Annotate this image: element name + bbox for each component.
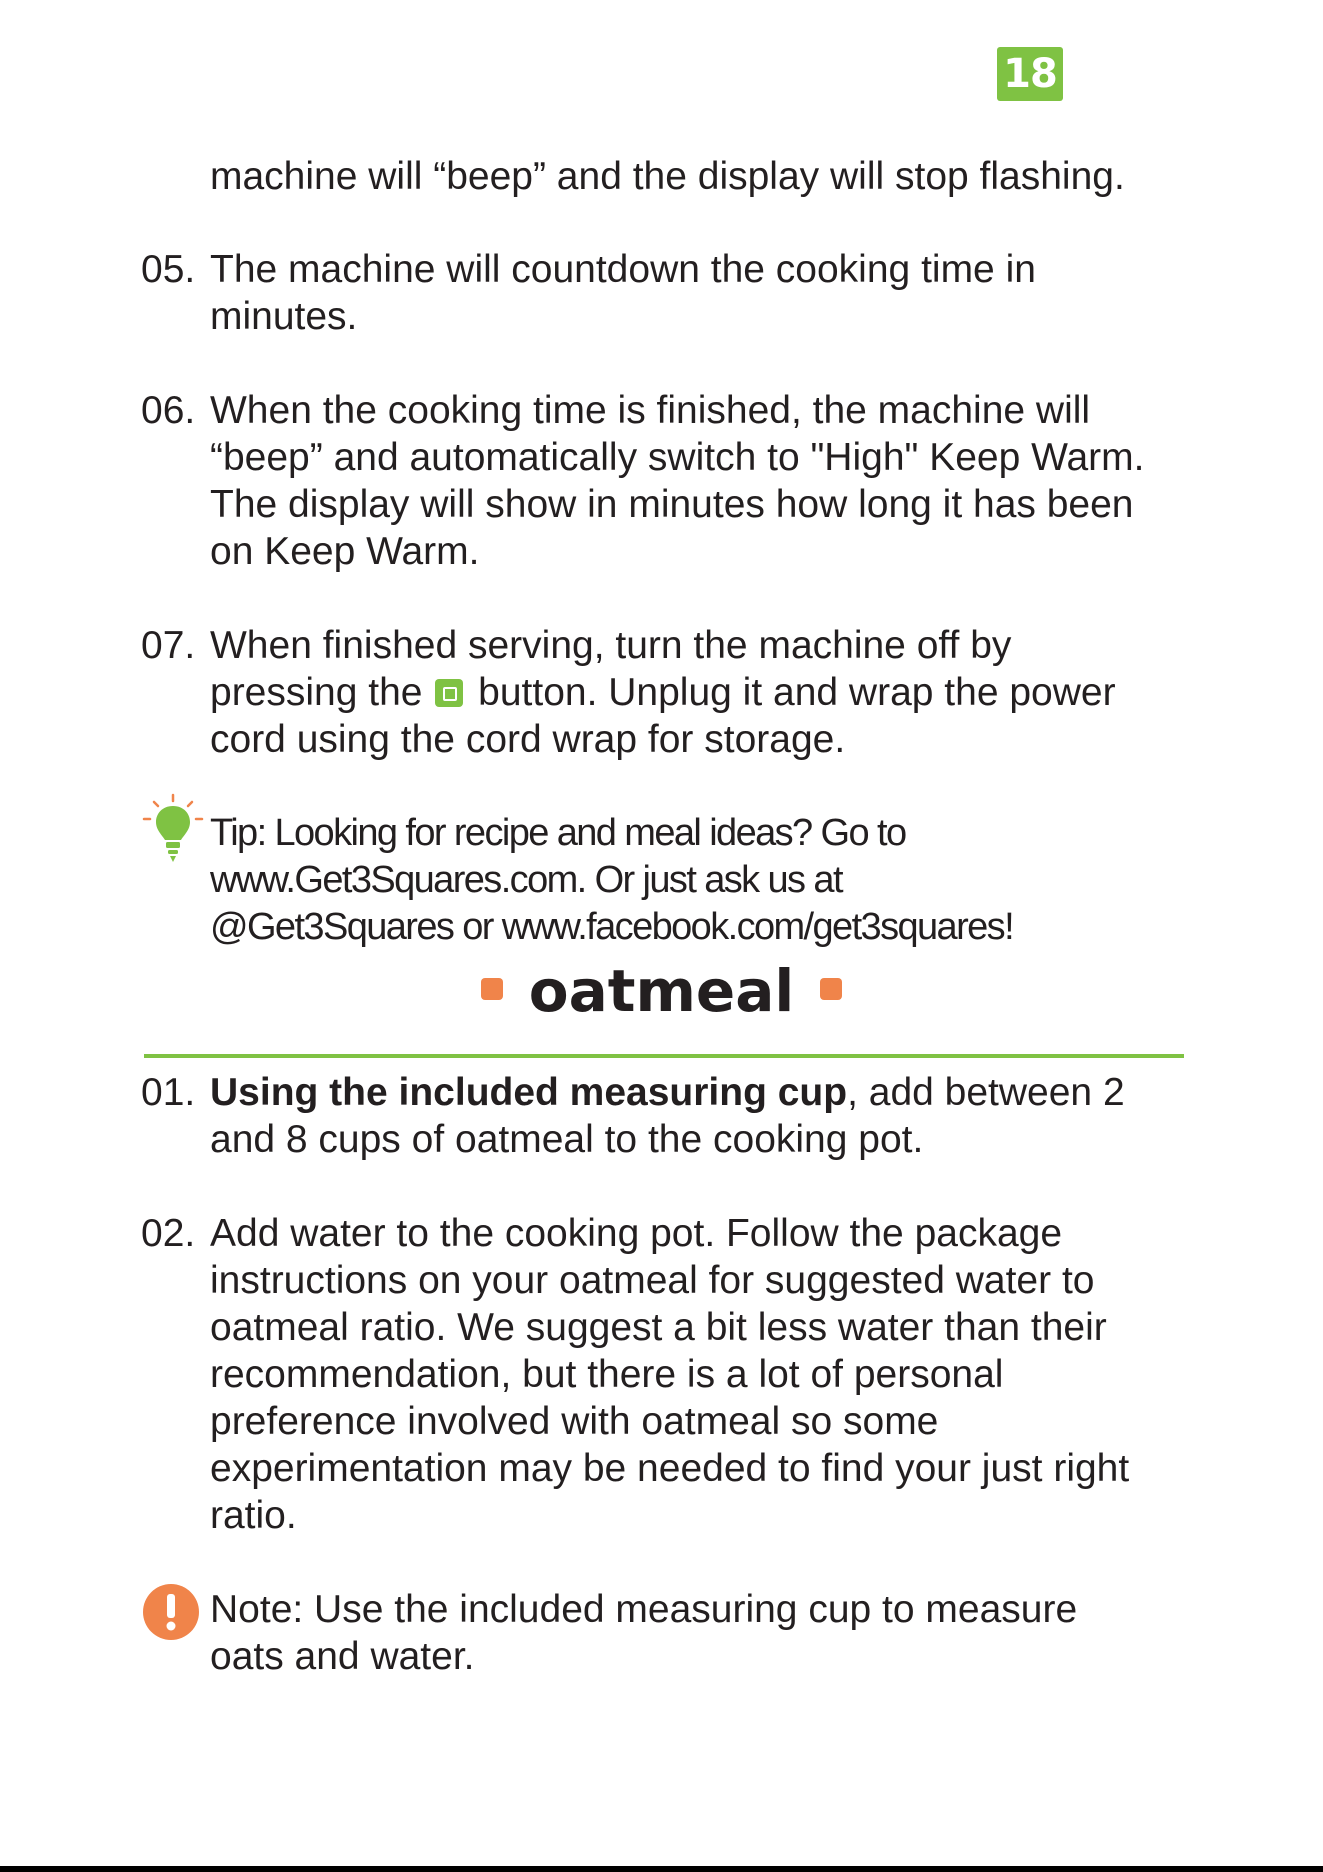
oatmeal-step-02-line-5: preference involved with oatmeal so some	[210, 1400, 939, 1443]
step-06-number: 06.	[141, 389, 196, 432]
tip-line-1: Tip: Looking for recipe and meal ideas? Go to	[210, 812, 906, 854]
oatmeal-step-01-bold: Using the included measuring cup	[210, 1071, 848, 1114]
section-title: oatmeal	[528, 957, 795, 1025]
oatmeal-step-01-line-1	[210, 1069, 1125, 1116]
tip-line-2: www.Get3Squares.com. Or just ask us at	[210, 859, 842, 901]
page-number-badge: 18	[997, 47, 1063, 101]
step-07-line-2-after: button. Unplug it and wrap the power	[478, 671, 1116, 714]
step-05-line-2: minutes.	[210, 295, 358, 338]
oatmeal-step-02-line-4: recommendation, but there is a lot of personal	[210, 1353, 1004, 1396]
section-heading	[0, 955, 1323, 1027]
oatmeal-step-01-rest: , add between 2	[847, 1071, 1125, 1114]
oatmeal-step-02-number: 02.	[141, 1212, 196, 1255]
step-06-line-1: When the cooking time is finished, the machine will	[210, 389, 1091, 432]
bullet-square-left	[481, 978, 503, 1000]
oatmeal-step-02-line-6: experimentation may be needed to find your just right	[210, 1447, 1130, 1490]
bullet-square-right	[820, 978, 842, 1000]
step-07-line-2	[210, 669, 1116, 716]
lightbulb-icon	[138, 792, 208, 872]
oatmeal-step-02-line-1: Add water to the cooking pot. Follow the package	[210, 1212, 1063, 1255]
power-button-icon	[435, 679, 463, 707]
step-06-line-2: “beep” and automatically switch to "High" Keep Warm.	[210, 436, 1145, 479]
note-line-1: Note: Use the included measuring cup to measure	[210, 1588, 1078, 1631]
step-07-line-2-before: pressing the	[210, 671, 423, 714]
oatmeal-step-01-number: 01.	[141, 1071, 196, 1114]
section-divider	[144, 1054, 1184, 1058]
step-05-number: 05.	[141, 248, 196, 291]
note-line-2: oats and water.	[210, 1635, 475, 1678]
step-07-number: 07.	[141, 624, 196, 667]
oatmeal-step-01-line-2: and 8 cups of oatmeal to the cooking pot.	[210, 1118, 924, 1161]
step-07-line-3: cord using the cord wrap for storage.	[210, 718, 846, 761]
step-06-line-4: on Keep Warm.	[210, 530, 480, 573]
oatmeal-step-02-line-7: ratio.	[210, 1494, 297, 1537]
bottom-rule	[0, 1866, 1323, 1872]
step-07-line-1: When finished serving, turn the machine off by	[210, 624, 1012, 667]
oatmeal-step-02-line-3: oatmeal ratio. We suggest a bit less water than their	[210, 1306, 1107, 1349]
exclamation-icon	[143, 1584, 199, 1640]
oatmeal-step-02-line-2: instructions on your oatmeal for suggested water to	[210, 1259, 1095, 1302]
step-06-line-3: The display will show in minutes how long it has been	[210, 483, 1134, 526]
step-05-line-1: The machine will countdown the cooking time in	[210, 248, 1036, 291]
tip-line-3: @Get3Squares or www.facebook.com/get3squares!	[210, 906, 1014, 948]
step-04-continued: machine will “beep” and the display will stop flashing.	[210, 155, 1125, 198]
